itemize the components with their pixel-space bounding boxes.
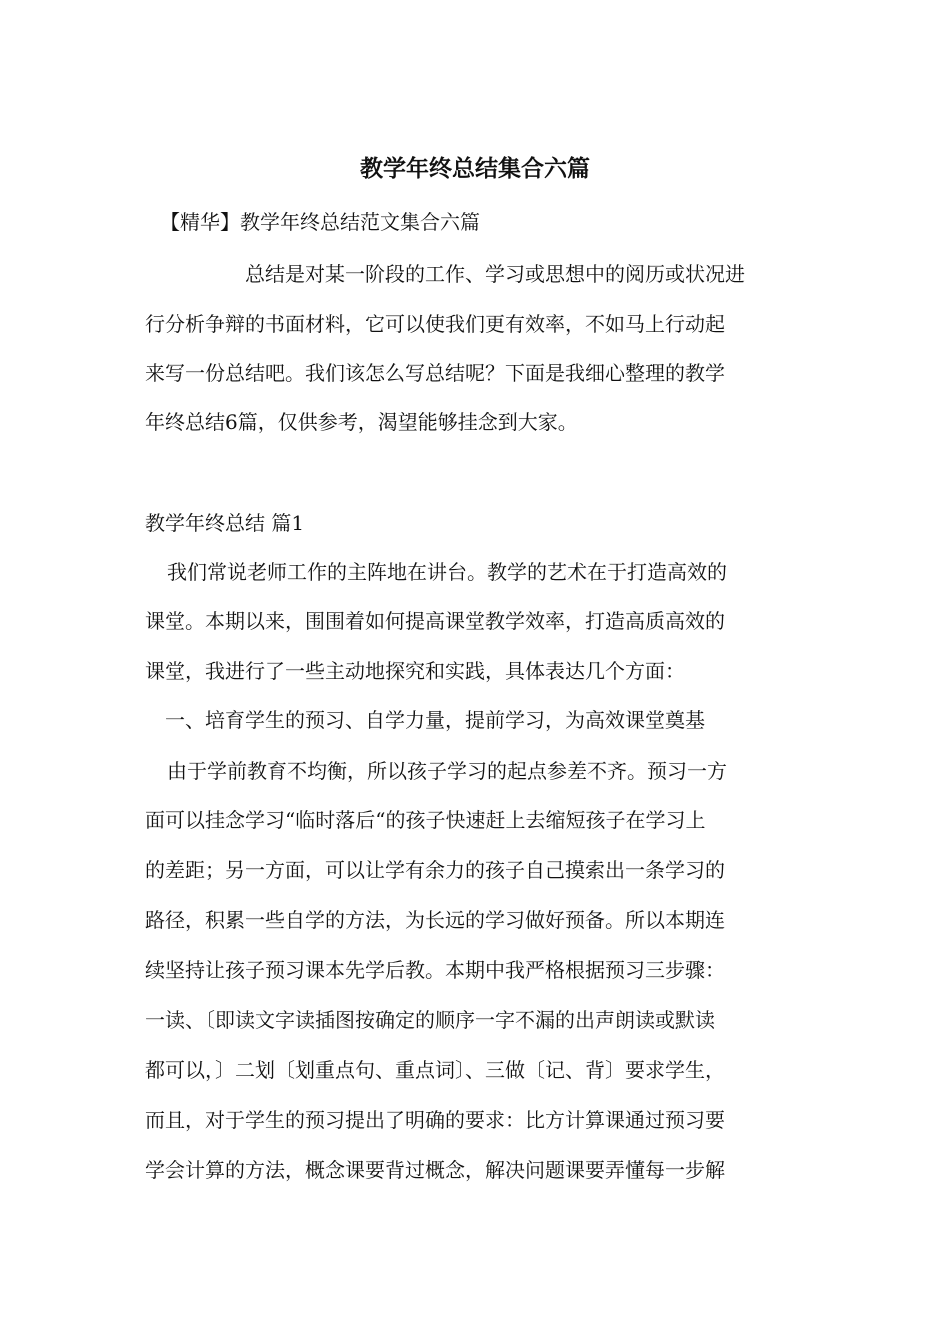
body-line: 一、培育学生的预习、自学力量，提前学习，为高效课堂奠基 — [165, 708, 705, 732]
intro-line: 来写一份总结吧。我们该怎么写总结呢？下面是我细心整理的教学 — [145, 361, 725, 385]
intro-line: 年终总结6篇，仅供参考，渴望能够挂念到大家。 — [145, 410, 578, 434]
intro-line: 总结是对某一阶段的工作、学习或思想中的阅历或状况进 — [245, 262, 745, 286]
body-line: 我们常说老师工作的主阵地在讲台。教学的艺术在于打造高效的 — [167, 560, 727, 584]
body-line: 由于学前教育不均衡，所以孩子学习的起点参差不齐。预习一方 — [167, 759, 727, 783]
section-heading: 教学年终总结 篇1 — [145, 511, 305, 535]
body-line: 续坚持让孩子预习课本先学后教。本期中我严格根据预习三步骤： — [145, 958, 725, 982]
document-subtitle: 【精华】教学年终总结范文集合六篇 — [160, 210, 480, 234]
body-line: 课堂。本期以来，围围着如何提高课堂教学效率，打造高质高效的 — [145, 609, 725, 633]
body-line: 而且，对于学生的预习提出了明确的要求：比方计算课通过预习要 — [145, 1108, 725, 1132]
body-line: 一读、〔即读文字读插图按确定的顺序一字不漏的出声朗读或默读 — [145, 1008, 715, 1032]
body-line: 都可以，〕二划〔划重点句、重点词〕、三做〔记、背〕要求学生， — [145, 1058, 725, 1082]
body-line: 的差距；另一方面，可以让学有余力的孩子自己摸索出一条学习的 — [145, 858, 725, 882]
body-line: 学会计算的方法，概念课要背过概念，解决问题课要弄懂每一步解 — [145, 1158, 725, 1182]
body-line: 面可以挂念学习“临时落后“的孩子快速赶上去缩短孩子在学习上 — [145, 808, 706, 832]
document-title: 教学年终总结集合六篇 — [360, 156, 590, 182]
body-line: 课堂，我进行了一些主动地探究和实践，具体表达几个方面： — [145, 659, 685, 683]
intro-line: 行分析争辩的书面材料，它可以使我们更有效率，不如马上行动起 — [145, 312, 725, 336]
body-line: 路径，积累一些自学的方法，为长远的学习做好预备。所以本期连 — [145, 908, 725, 932]
